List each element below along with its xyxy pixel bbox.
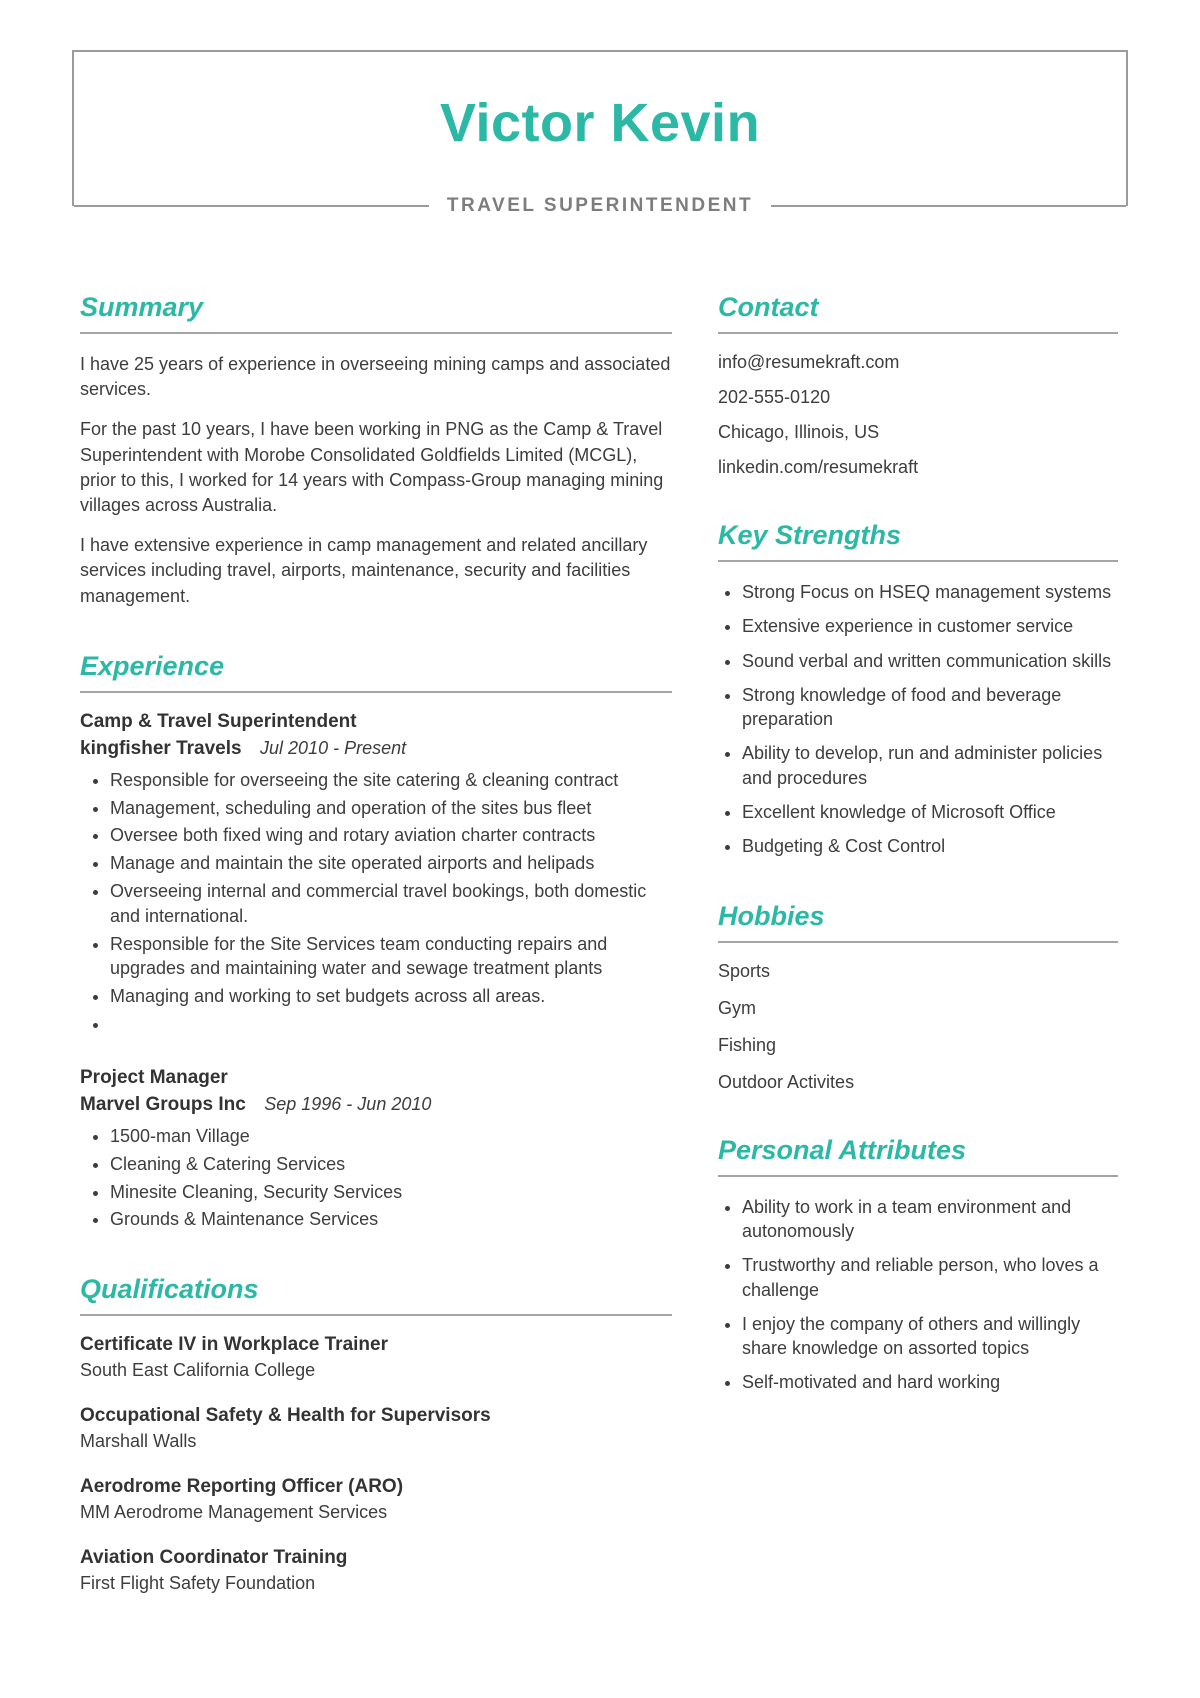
- hobby-item: Outdoor Activites: [718, 1071, 855, 1092]
- strength-item: • Strong knowledge of food and beverage preparation: [742, 683, 1118, 732]
- experience-heading: Experience: [80, 651, 672, 693]
- job-bullet: • Managing and working to set budgets across all areas.: [110, 984, 672, 1009]
- qualifications-section: [80, 1274, 672, 1594]
- job-company-line: [80, 1094, 672, 1116]
- job-bullet: • Responsible for the Site Services team conducting repairs and upgrades and maintaining water and sewage treatment plants: [110, 932, 672, 982]
- strength-item: • Sound verbal and written communication skills: [742, 649, 1118, 673]
- key-strengths-section: [718, 520, 1118, 859]
- experience-job: [80, 1067, 672, 1232]
- hobbies-heading: Hobbies: [718, 901, 1118, 943]
- content-columns: [0, 292, 1200, 1696]
- job-title-row: [74, 195, 1126, 217]
- key-strengths-heading: Key Strengths: [718, 520, 1118, 562]
- candidate-job-title: TRAVEL SUPERINTENDENT: [446, 195, 754, 216]
- job-bullet: • Overseeing internal and commercial travel bookings, both domestic and international.: [110, 879, 672, 929]
- summary-paragraph: I have extensive experience in camp management and related ancillary services including travel, airports, maintenance, security and facilities management.: [80, 535, 648, 606]
- job-bullet: • Responsible for overseeing the site catering & cleaning contract: [110, 768, 672, 793]
- contact-phone: 202-555-0120: [718, 387, 831, 407]
- job-bullet-list: [80, 1124, 672, 1232]
- job-company: Marvel Groups Inc: [80, 1093, 246, 1115]
- qualification-org: South East California College: [80, 1360, 316, 1381]
- contact-section: [718, 292, 1118, 478]
- qualification-item: [80, 1334, 672, 1381]
- attribute-item: • Self-motivated and hard working: [742, 1370, 1118, 1394]
- personal-attributes-list: [718, 1195, 1118, 1395]
- qualification-item: [80, 1547, 672, 1594]
- summary-section: [80, 292, 672, 609]
- qualification-org: MM Aerodrome Management Services: [80, 1502, 388, 1523]
- qualification-title: Occupational Safety & Health for Supervisors: [80, 1405, 491, 1427]
- job-bullet: • Manage and maintain the site operated airports and helipads: [110, 851, 672, 876]
- hobby-item: Fishing: [718, 1034, 777, 1055]
- attribute-item: • I enjoy the company of others and willingly share knowledge on assorted topics: [742, 1312, 1118, 1361]
- right-column: [718, 292, 1118, 1636]
- summary-paragraph: I have 25 years of experience in overseeing mining camps and associated services.: [80, 354, 671, 400]
- strength-item: • Strong Focus on HSEQ management systems: [742, 580, 1118, 604]
- job-dates: Jul 2010 - Present: [260, 737, 407, 758]
- personal-attributes-section: [718, 1135, 1118, 1395]
- summary-heading: Summary: [80, 292, 672, 334]
- candidate-name: Victor Kevin: [439, 93, 761, 153]
- qualification-org: Marshall Walls: [80, 1431, 197, 1452]
- job-bullet: • Management, scheduling and operation of the sites bus fleet: [110, 796, 672, 821]
- strength-item: • Excellent knowledge of Microsoft Office: [742, 800, 1118, 824]
- qualification-item: [80, 1405, 672, 1452]
- qualification-title: Aviation Coordinator Training: [80, 1547, 348, 1569]
- job-role: Project Manager: [80, 1066, 228, 1088]
- strength-item: • Ability to develop, run and administer policies and procedures: [742, 741, 1118, 790]
- attribute-item: • Trustworthy and reliable person, who loves a challenge: [742, 1253, 1118, 1302]
- title-rule-left: [74, 205, 429, 207]
- hobbies-section: [718, 901, 1118, 1093]
- strength-item: • Extensive experience in customer service: [742, 614, 1118, 638]
- strength-item: • Budgeting & Cost Control: [742, 834, 1118, 858]
- job-bullet: • Grounds & Maintenance Services: [110, 1207, 672, 1232]
- left-column: [80, 292, 672, 1636]
- personal-attributes-heading: Personal Attributes: [718, 1135, 1118, 1177]
- qualification-org: First Flight Safety Foundation: [80, 1573, 316, 1594]
- job-bullet-list: [80, 768, 672, 1037]
- job-company-line: [80, 738, 672, 760]
- job-bullet: • Cleaning & Catering Services: [110, 1152, 672, 1177]
- attribute-item: • Ability to work in a team environment and autonomously: [742, 1195, 1118, 1244]
- job-bullet: • Minesite Cleaning, Security Services: [110, 1180, 672, 1205]
- contact-email: info@resumekraft.com: [718, 352, 900, 372]
- job-role: Camp & Travel Superintendent: [80, 710, 357, 732]
- hobby-item: Gym: [718, 997, 756, 1018]
- job-bullet-empty: [110, 1012, 672, 1037]
- experience-section: [80, 651, 672, 1233]
- job-bullet: • Oversee both fixed wing and rotary aviation charter contracts: [110, 823, 672, 848]
- hobby-item: Sports: [718, 960, 771, 981]
- job-bullet: • 1500-man Village: [110, 1124, 672, 1149]
- qualification-title: Aerodrome Reporting Officer (ARO): [80, 1476, 404, 1498]
- qualifications-heading: Qualifications: [80, 1274, 672, 1316]
- contact-heading: Contact: [718, 292, 1118, 334]
- key-strengths-list: [718, 580, 1118, 859]
- title-rule-right: [771, 205, 1126, 207]
- job-company: kingfisher Travels: [80, 737, 242, 759]
- summary-paragraph: For the past 10 years, I have been working in PNG as the Camp & Travel Superintendent with Morobe Consolidated Goldfields Limited (MCGL), prior to this, I worked for 14 years with Compass-Group managing mining villages across Australia.: [80, 419, 664, 515]
- experience-job: [80, 711, 672, 1037]
- job-dates: Sep 1996 - Jun 2010: [264, 1093, 432, 1114]
- qualification-item: [80, 1476, 672, 1523]
- contact-linkedin: linkedin.com/resumekraft: [718, 457, 919, 477]
- header-frame: [72, 50, 1128, 216]
- contact-location: Chicago, Illinois, US: [718, 422, 880, 442]
- qualification-title: Certificate IV in Workplace Trainer: [80, 1334, 388, 1356]
